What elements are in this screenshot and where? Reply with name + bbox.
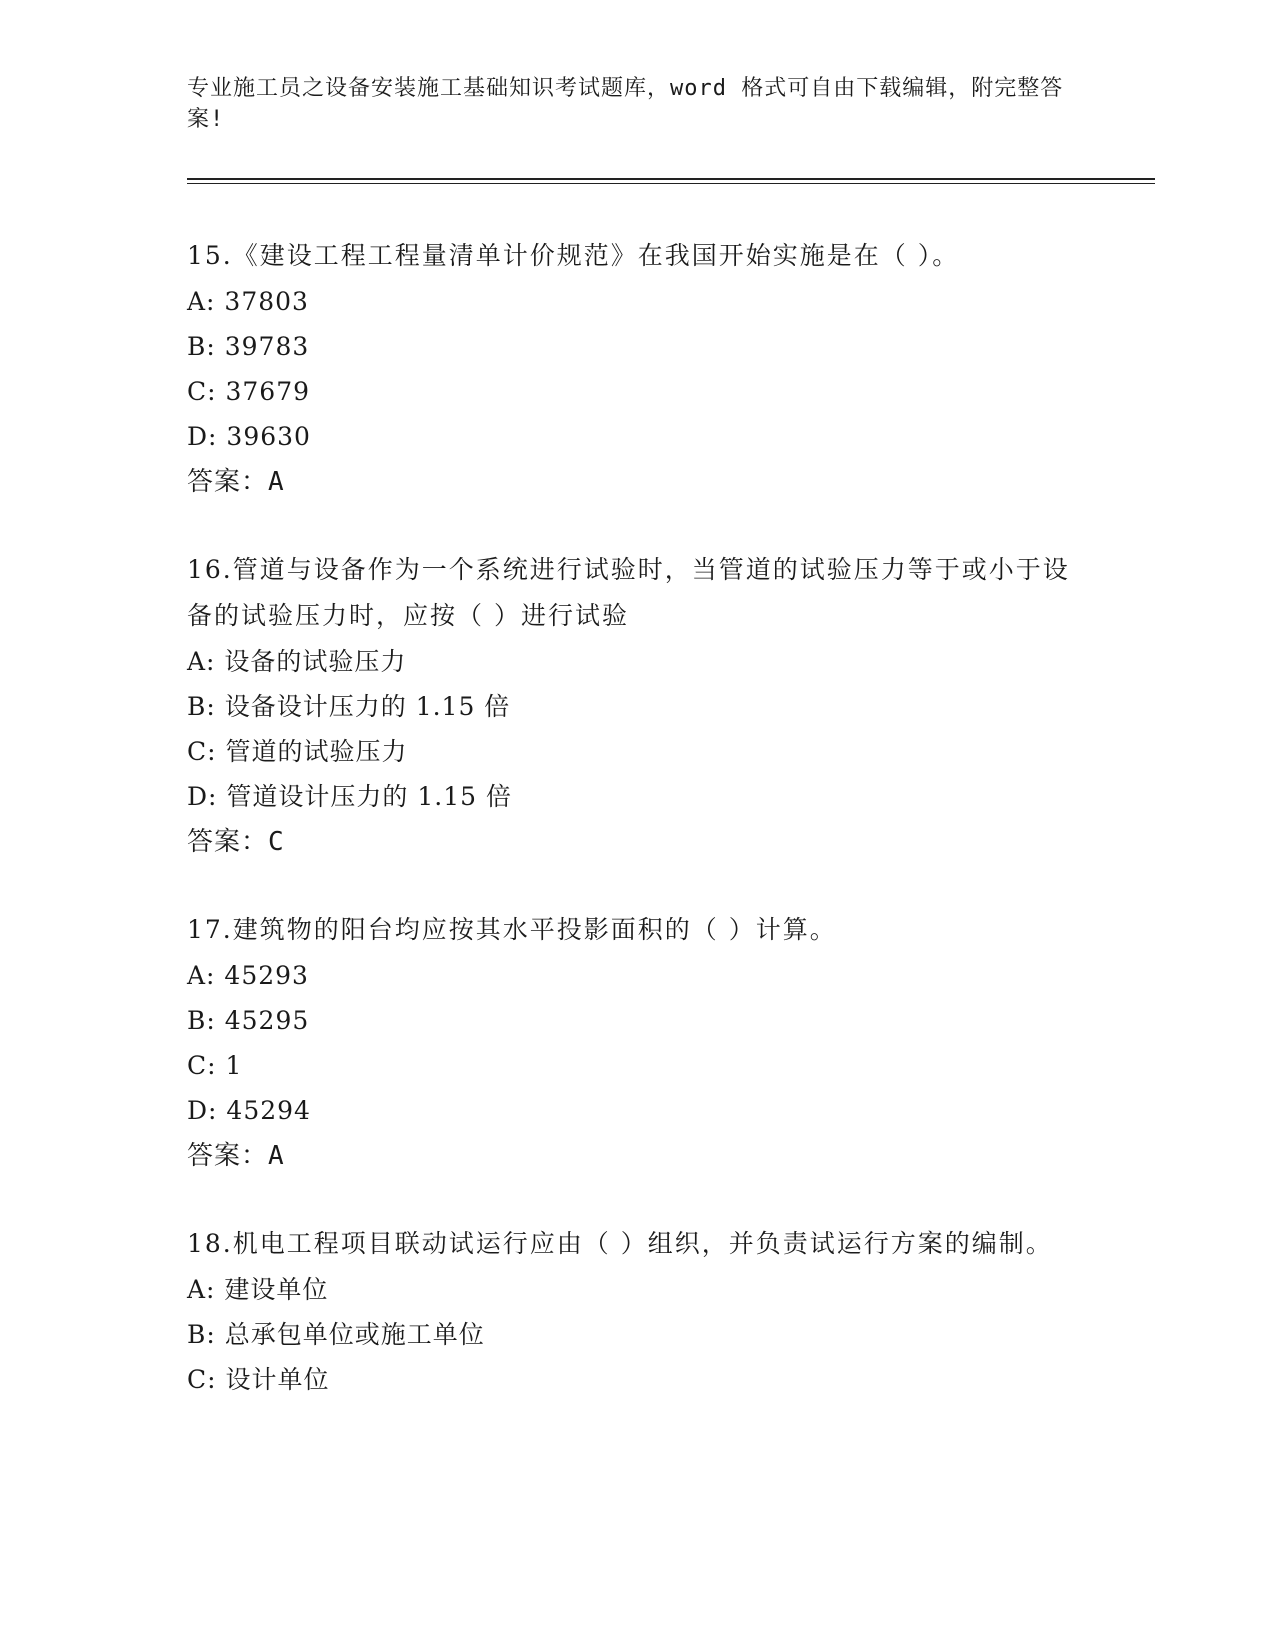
- option-a: A: 45293: [187, 961, 309, 990]
- option-c: C: 设计单位: [187, 1365, 330, 1394]
- option-d: D: 39630: [187, 422, 311, 451]
- option-a: A: 建设单位: [187, 1275, 329, 1304]
- question-18: [187, 1221, 1087, 1402]
- question-stem: 15.《建设工程工程量清单计价规范》在我国开始实施是在（ ）。: [187, 241, 960, 270]
- option-c: C: 1: [187, 1051, 243, 1080]
- document-header-title: 专业施工员之设备安装施工基础知识考试题库，word 格式可自由下载编辑，附完整答案!: [187, 76, 1064, 132]
- option-b: B: 总承包单位或施工单位: [187, 1320, 485, 1349]
- option-a: A: 37803: [187, 287, 309, 316]
- option-c: C: 管道的试验压力: [187, 737, 408, 766]
- question-list: [187, 233, 1087, 1444]
- question-stem: 16.管道与设备作为一个系统进行试验时，当管道的试验压力等于或小于设备的试验压力时，应按（ ）进行试验: [187, 555, 1070, 630]
- question-16: [187, 547, 1087, 865]
- question-stem: 17.建筑物的阳台均应按其水平投影面积的（ ）计算。: [187, 915, 837, 944]
- option-d: D: 45294: [187, 1096, 311, 1125]
- option-b: B: 设备设计压力的 1.15 倍: [187, 692, 511, 721]
- question-stem: 18.机电工程项目联动试运行应由（ ）组织，并负责试运行方案的编制。: [187, 1229, 1053, 1258]
- option-b: B: 45295: [187, 1006, 310, 1035]
- answer-line: 答案：C: [187, 827, 285, 857]
- option-a: A: 设备的试验压力: [187, 647, 407, 676]
- answer-line: 答案：A: [187, 467, 285, 497]
- header-divider-thin: [187, 183, 1155, 184]
- question-17: [187, 907, 1087, 1179]
- option-c: C: 37679: [187, 377, 311, 406]
- question-15: [187, 233, 1087, 505]
- answer-line: 答案：A: [187, 1141, 285, 1171]
- option-d: D: 管道设计压力的 1.15 倍: [187, 782, 512, 811]
- option-b: B: 39783: [187, 332, 310, 361]
- header-divider-thick: [187, 178, 1155, 180]
